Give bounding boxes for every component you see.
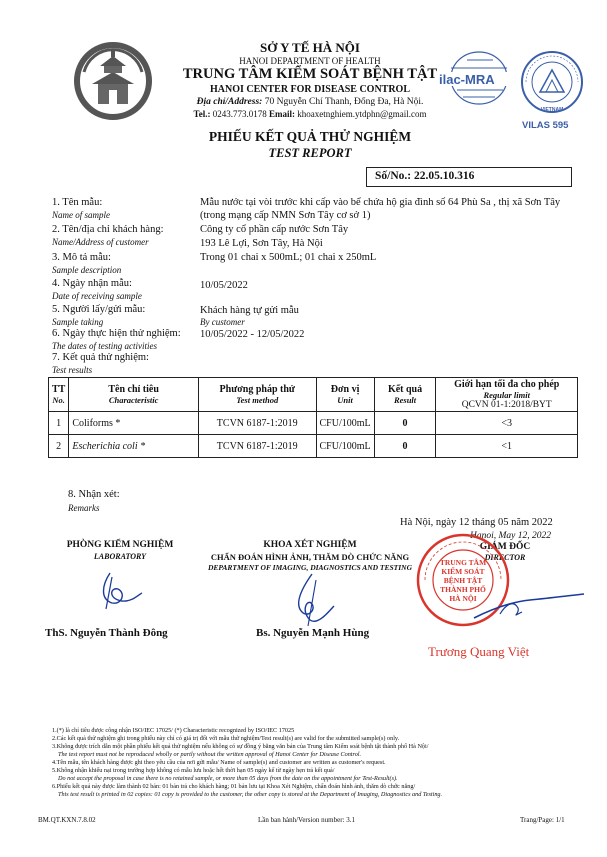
form-code: BM.QT.KXN.7.8.02 [38, 816, 96, 824]
testing-dates-label-en: The dates of testing activities [52, 341, 157, 351]
remarks-label-en: Remarks [68, 503, 100, 513]
customer-name: Công ty cổ phần cấp nước Sơn Tây [200, 224, 349, 235]
row-unit: CFU/100mL [316, 412, 374, 435]
note-line: 1.(*) là chỉ tiêu được công nhận ISO/IEC 17025/ (*) Characteristic recognized by ISO/IEC 17025 [52, 727, 295, 734]
note-line: The test report must not be reproduced wholly or partly without the written approval of Hanoi Center for Disease Control. [58, 751, 362, 758]
director-person: Trương Quang Việt [428, 644, 530, 659]
report-number: Số/No.: 22.05.10.316 [375, 170, 475, 182]
row-unit: CFU/100mL [316, 435, 374, 458]
row-characteristic: Escherichia coli * [69, 435, 199, 458]
row-result: 0 [374, 412, 436, 435]
report-title: PHIẾU KẾT QUẢ THỬ NGHIỆM [208, 129, 412, 144]
customer-label-en: Name/Address of customer [52, 237, 149, 247]
sign-date: Hà Nội, ngày 12 tháng 05 năm 2022 [400, 517, 553, 528]
col-header-characteristic: Tên chỉ tiêu Characteristic [69, 378, 199, 412]
dept-sub: CHẨN ĐOÁN HÌNH ẢNH, THĂM DÒ CHỨC NĂNG [210, 552, 410, 562]
director-title: GIÁM ĐỐC [479, 542, 531, 552]
row-method: TCVN 6187-1:2019 [198, 412, 316, 435]
lab-title: PHÒNG KIỂM NGHIỆM [66, 540, 174, 550]
lab-signature [92, 565, 152, 615]
taker-label-en: Sample taking [52, 317, 104, 327]
dept-title: KHOA XÉT NGHIỆM [263, 540, 357, 550]
description-value: Trong 01 chai x 500mL; 01 chai x 250mL [200, 252, 377, 263]
center-name: TRUNG TÂM KIỂM SOÁT BỆNH TẬT [182, 66, 438, 82]
note-line: 4.Tên mẫu, tên khách hàng được ghi theo yêu cầu của nơi gửi mẫu/ Name of sample(s) and customer are written as customer's request. [52, 759, 386, 766]
note-line: This test result is printed in 02 copies: 01 copy is provided to the customer, the other copy is stored at the Department of Imaging, Diagnostics and Testing. [58, 791, 443, 798]
lab-person: ThS. Nguyễn Thành Đông [45, 627, 168, 639]
results-label-en: Test results [52, 365, 93, 375]
signature-icon [272, 570, 362, 632]
row-no: 2 [49, 435, 69, 458]
director-signature [470, 580, 590, 630]
row-method: TCVN 6187-1:2019 [198, 435, 316, 458]
table-header-row [49, 378, 578, 412]
table-row [49, 435, 578, 458]
signature-icon [92, 565, 152, 615]
received-value: 10/05/2022 [200, 280, 248, 291]
row-limit: <1 [436, 435, 578, 458]
sample-name-value: Mẫu nước tại vòi trước khi cấp vào bể chứa hộ gia đình số 64 Phù Sa , thị xã Sơn Tây (trong mạng cấp NMN Sơn Tây cơ sở 1) [200, 197, 561, 221]
testing-dates-value: 10/05/2022 - 12/05/2022 [200, 329, 305, 340]
results-label: 7. Kết quả thử nghiệm: [52, 352, 149, 363]
page-number: Trang/Page: 1/1 [520, 816, 565, 824]
sign-date-en: Hanoi, May 12, 2022 [470, 531, 552, 541]
sample-name-label: 1. Tên mẫu: [52, 197, 103, 208]
version-number: Lần ban hành/Version number: 3.1 [258, 816, 356, 824]
row-result: 0 [374, 435, 436, 458]
accreditation-seal: VIETNAM [520, 50, 584, 114]
dept-person: Bs. Nguyễn Mạnh Hùng [256, 627, 370, 639]
description-label-en: Sample description [52, 265, 122, 275]
report-number-box [366, 167, 572, 187]
received-label-en: Date of receiving sample [52, 291, 142, 301]
report-title-en: TEST REPORT [268, 146, 352, 160]
official-stamp: TRUNG TÂM KIỂM SOÁT BỆNH TẬT THÀNH PHỐ HÀ NỘI [415, 532, 511, 628]
row-no: 1 [49, 412, 69, 435]
dept-signature [272, 570, 362, 632]
testing-dates-label: 6. Ngày thực hiện thử nghiệm: [52, 328, 181, 339]
taker-value: Khách hàng tự gửi mẫu [200, 305, 299, 316]
col-header-no: TT No. [49, 378, 69, 412]
note-line: 6.Phiếu kết quả này được làm thành 02 bản: 01 bản trả cho khách hàng; 01 bản lưu tại Khoa Xét Nghiệm, chẩn đoán hình ảnh, thăm dò chức năng/ [52, 783, 416, 790]
sample-name-label-en: Name of sample [52, 210, 110, 220]
center-name-en: HANOI CENTER FOR DISEASE CONTROL [209, 84, 411, 95]
note-line: 5.Không nhận khiếu nại trong trường hợp không có mẫu lưu hoặc hết thời hạn 05 ngày kể từ ngày hẹn trả kết quả/ [52, 767, 335, 774]
remarks-label: 8. Nhận xét: [68, 489, 120, 500]
results-table [48, 377, 578, 458]
vilas-number: VILAS 595 [522, 120, 569, 131]
dept-title-en: DEPARTMENT OF IMAGING, DIAGNOSTICS AND TESTING [207, 563, 413, 572]
col-header-result: Kết quả Result [374, 378, 436, 412]
center-address: Địa chỉ/Address: 70 Nguyễn Chí Thanh, Đống Đa, Hà Nội. [196, 97, 424, 107]
ilac-mra-logo: ilac-MRA [437, 50, 509, 106]
director-title-en: DIRECTOR [484, 553, 526, 562]
ministry-name: SỞ Y TẾ HÀ NỘI [260, 40, 360, 55]
col-header-limit: Giới hạn tối đa cho phép Regular limit QCVN 01-1:2018/BYT [436, 378, 578, 412]
col-header-method: Phương pháp thử Test method [198, 378, 316, 412]
note-line: Do not accept the proposal in case there is no retained sample, or more than 05 days from the date on the appointment for Test-Result(s). [58, 775, 398, 782]
description-label: 3. Mô tả mẫu: [52, 252, 111, 263]
taker-value-en: By customer [200, 317, 245, 327]
note-line: 3.Không được trích dẫn một phần phiếu kết quả thử nghiệm nếu không có sự đồng ý bằng văn bản của Trung tâm Kiểm soát bệnh tật thành phố Hà Nội/ [52, 743, 429, 750]
center-contact: Tel.: 0243.773.0178 Email: khoaxetnghiem.ytdphn@gmail.com [193, 109, 427, 119]
lab-title-en: LABORATORY [93, 552, 147, 561]
row-characteristic: Coliforms * [69, 412, 199, 435]
signature-icon [470, 580, 590, 630]
row-limit: <3 [436, 412, 578, 435]
taker-label: 5. Người lấy/gửi mẫu: [52, 304, 146, 315]
received-label: 4. Ngày nhận mẫu: [52, 278, 132, 289]
ministry-name-en: HANOI DEPARTMENT OF HEALTH [239, 56, 381, 66]
customer-address: 193 Lê Lợi, Sơn Tây, Hà Nội [200, 238, 323, 249]
table-row [49, 412, 578, 435]
customer-label: 2. Tên/địa chỉ khách hàng: [52, 224, 164, 235]
accreditation-seal-icon [520, 50, 584, 114]
note-line: 2.Các kết quả thử nghiệm ghi trong phiếu này chỉ có giá trị đối với mẫu thử nghiệm/Test result(s) are valid for the submitted sample(s) only. [52, 735, 400, 742]
col-header-unit: Đơn vị Unit [316, 378, 374, 412]
